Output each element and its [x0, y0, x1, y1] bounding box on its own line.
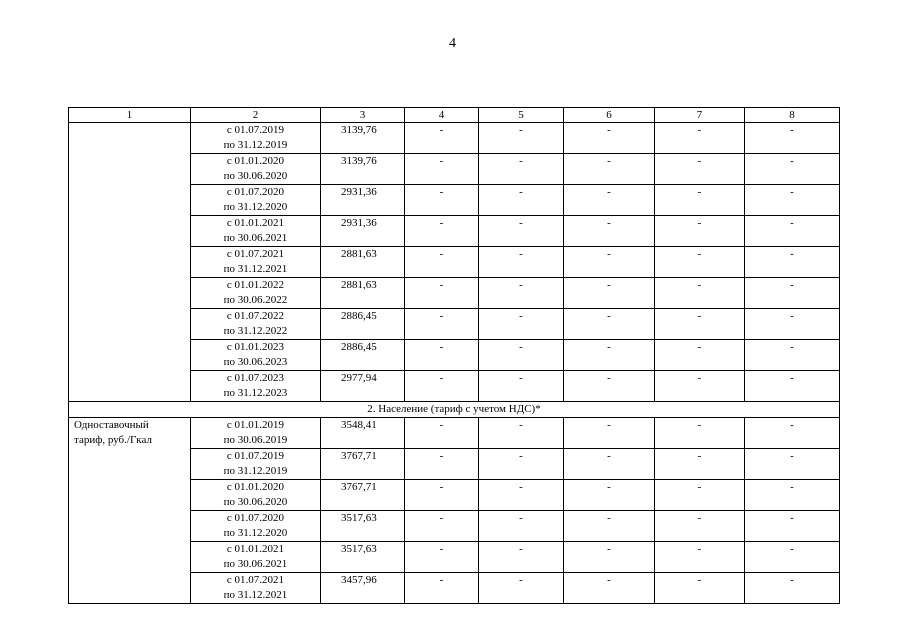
dash-cell: -: [564, 340, 655, 371]
dash-cell: -: [405, 154, 479, 185]
tariff-value-cell: 2881,63: [321, 247, 405, 278]
period-cell: [191, 154, 321, 185]
tariff-value-cell: 3517,63: [321, 511, 405, 542]
period-cell: [191, 340, 321, 371]
dash-cell: -: [479, 154, 564, 185]
dash-cell: -: [655, 247, 745, 278]
period-cell: [191, 480, 321, 511]
period-from: с 01.01.2019: [226, 419, 285, 431]
period-to: по 31.12.2021: [223, 263, 288, 275]
section-row: [69, 402, 840, 418]
period-cell: [191, 309, 321, 340]
dash-cell: -: [479, 542, 564, 573]
dash-cell: -: [564, 480, 655, 511]
dash-cell: -: [745, 371, 840, 402]
dash-cell: -: [479, 216, 564, 247]
period-to: по 30.06.2019: [223, 434, 288, 446]
header-cell: 1: [69, 108, 191, 123]
dash-cell: -: [655, 278, 745, 309]
period-cell: [191, 278, 321, 309]
dash-cell: -: [655, 216, 745, 247]
period-from: с 01.07.2023: [226, 372, 285, 384]
tariff-value-cell: 3548,41: [321, 418, 405, 449]
period-from: с 01.01.2021: [226, 217, 285, 229]
period-cell: [191, 185, 321, 216]
tariff-value-cell: 2931,36: [321, 185, 405, 216]
dash-cell: -: [479, 123, 564, 154]
dash-cell: -: [479, 511, 564, 542]
period-from: с 01.07.2022: [226, 310, 285, 322]
period-cell: [191, 123, 321, 154]
tariff-value-cell: 3767,71: [321, 480, 405, 511]
dash-cell: -: [405, 340, 479, 371]
tariff-value-cell: 2931,36: [321, 216, 405, 247]
dash-cell: -: [564, 418, 655, 449]
dash-cell: -: [745, 449, 840, 480]
dash-cell: -: [479, 278, 564, 309]
period-cell: [191, 247, 321, 278]
dash-cell: -: [405, 185, 479, 216]
dash-cell: -: [405, 309, 479, 340]
period-to: по 30.06.2023: [223, 356, 288, 368]
tariff-value-cell: 2977,94: [321, 371, 405, 402]
period-from: с 01.07.2021: [226, 574, 285, 586]
dash-cell: -: [655, 418, 745, 449]
dash-cell: -: [745, 185, 840, 216]
dash-cell: -: [745, 418, 840, 449]
header-cell: 3: [321, 108, 405, 123]
dash-cell: -: [405, 449, 479, 480]
table-row: [69, 123, 840, 154]
dash-cell: -: [745, 247, 840, 278]
dash-cell: -: [564, 511, 655, 542]
dash-cell: -: [479, 309, 564, 340]
dash-cell: -: [405, 371, 479, 402]
period-cell: [191, 216, 321, 247]
dash-cell: -: [655, 480, 745, 511]
dash-cell: -: [405, 480, 479, 511]
dash-cell: -: [479, 247, 564, 278]
dash-cell: -: [745, 573, 840, 604]
dash-cell: -: [405, 511, 479, 542]
period-to: по 30.06.2020: [223, 170, 288, 182]
dash-cell: -: [745, 542, 840, 573]
dash-cell: -: [405, 216, 479, 247]
dash-cell: -: [405, 247, 479, 278]
period-to: по 31.12.2023: [223, 387, 288, 399]
dash-cell: -: [745, 511, 840, 542]
dash-cell: -: [655, 123, 745, 154]
period-to: по 30.06.2021: [223, 558, 288, 570]
period-from: с 01.01.2021: [226, 543, 285, 555]
header-cell: 5: [479, 108, 564, 123]
period-to: по 31.12.2019: [223, 139, 288, 151]
dash-cell: -: [655, 573, 745, 604]
table-row: [69, 418, 840, 449]
dash-cell: -: [564, 371, 655, 402]
dash-cell: -: [564, 542, 655, 573]
period-to: по 30.06.2020: [223, 496, 288, 508]
period-from: с 01.07.2021: [226, 248, 285, 260]
dash-cell: -: [655, 309, 745, 340]
dash-cell: -: [479, 185, 564, 216]
period-cell: [191, 449, 321, 480]
period-from: с 01.07.2020: [226, 186, 285, 198]
dash-cell: -: [564, 123, 655, 154]
period-to: по 31.12.2021: [223, 589, 288, 601]
dash-cell: -: [405, 278, 479, 309]
dash-cell: -: [745, 154, 840, 185]
section-title: 2. Население (тариф с учетом НДС)*: [69, 402, 840, 418]
tariff-value-cell: 3457,96: [321, 573, 405, 604]
dash-cell: -: [564, 247, 655, 278]
dash-cell: -: [745, 480, 840, 511]
tariff-value-cell: 2881,63: [321, 278, 405, 309]
period-cell: [191, 371, 321, 402]
dash-cell: -: [405, 573, 479, 604]
tariff-value-cell: 3767,71: [321, 449, 405, 480]
category-label-line2: тариф, руб./Гкал: [74, 434, 152, 446]
tariff-value-cell: 3139,76: [321, 154, 405, 185]
period-from: с 01.01.2023: [226, 341, 285, 353]
dash-cell: -: [564, 154, 655, 185]
dash-cell: -: [655, 511, 745, 542]
category-cell-empty: [69, 123, 191, 402]
header-row: [69, 108, 840, 123]
period-to: по 30.06.2021: [223, 232, 288, 244]
category-label-line1: Одноставочный: [74, 419, 149, 431]
period-cell: [191, 573, 321, 604]
dash-cell: -: [405, 542, 479, 573]
period-to: по 31.12.2022: [223, 325, 288, 337]
tariff-table: [68, 107, 840, 604]
dash-cell: -: [479, 449, 564, 480]
dash-cell: -: [479, 340, 564, 371]
dash-cell: -: [564, 278, 655, 309]
period-from: с 01.07.2019: [226, 124, 285, 136]
page-number: 4: [449, 36, 456, 51]
dash-cell: -: [655, 185, 745, 216]
tariff-value-cell: 3139,76: [321, 123, 405, 154]
dash-cell: -: [564, 573, 655, 604]
dash-cell: -: [655, 340, 745, 371]
header-cell: 8: [745, 108, 840, 123]
dash-cell: -: [564, 185, 655, 216]
dash-cell: -: [564, 449, 655, 480]
period-to: по 31.12.2020: [223, 201, 288, 213]
period-from: с 01.01.2020: [226, 481, 285, 493]
dash-cell: -: [745, 123, 840, 154]
category-cell: [69, 418, 191, 604]
period-from: с 01.07.2019: [226, 450, 285, 462]
period-to: по 31.12.2019: [223, 465, 288, 477]
dash-cell: -: [479, 573, 564, 604]
period-from: с 01.07.2020: [226, 512, 285, 524]
header-cell: 6: [564, 108, 655, 123]
period-cell: [191, 418, 321, 449]
tariff-value-cell: 2886,45: [321, 309, 405, 340]
period-from: с 01.01.2022: [226, 279, 285, 291]
dash-cell: -: [655, 449, 745, 480]
period-to: по 30.06.2022: [223, 294, 288, 306]
header-cell: 7: [655, 108, 745, 123]
period-from: с 01.01.2020: [226, 155, 285, 167]
period-cell: [191, 511, 321, 542]
tariff-value-cell: 3517,63: [321, 542, 405, 573]
dash-cell: -: [564, 309, 655, 340]
dash-cell: -: [405, 123, 479, 154]
period-cell: [191, 542, 321, 573]
dash-cell: -: [745, 309, 840, 340]
dash-cell: -: [745, 278, 840, 309]
period-to: по 31.12.2020: [223, 527, 288, 539]
dash-cell: -: [479, 480, 564, 511]
dash-cell: -: [405, 418, 479, 449]
dash-cell: -: [479, 371, 564, 402]
dash-cell: -: [655, 371, 745, 402]
dash-cell: -: [745, 216, 840, 247]
dash-cell: -: [655, 154, 745, 185]
header-cell: 4: [405, 108, 479, 123]
tariff-value-cell: 2886,45: [321, 340, 405, 371]
header-cell: 2: [191, 108, 321, 123]
dash-cell: -: [564, 216, 655, 247]
dash-cell: -: [479, 418, 564, 449]
dash-cell: -: [745, 340, 840, 371]
dash-cell: -: [655, 542, 745, 573]
